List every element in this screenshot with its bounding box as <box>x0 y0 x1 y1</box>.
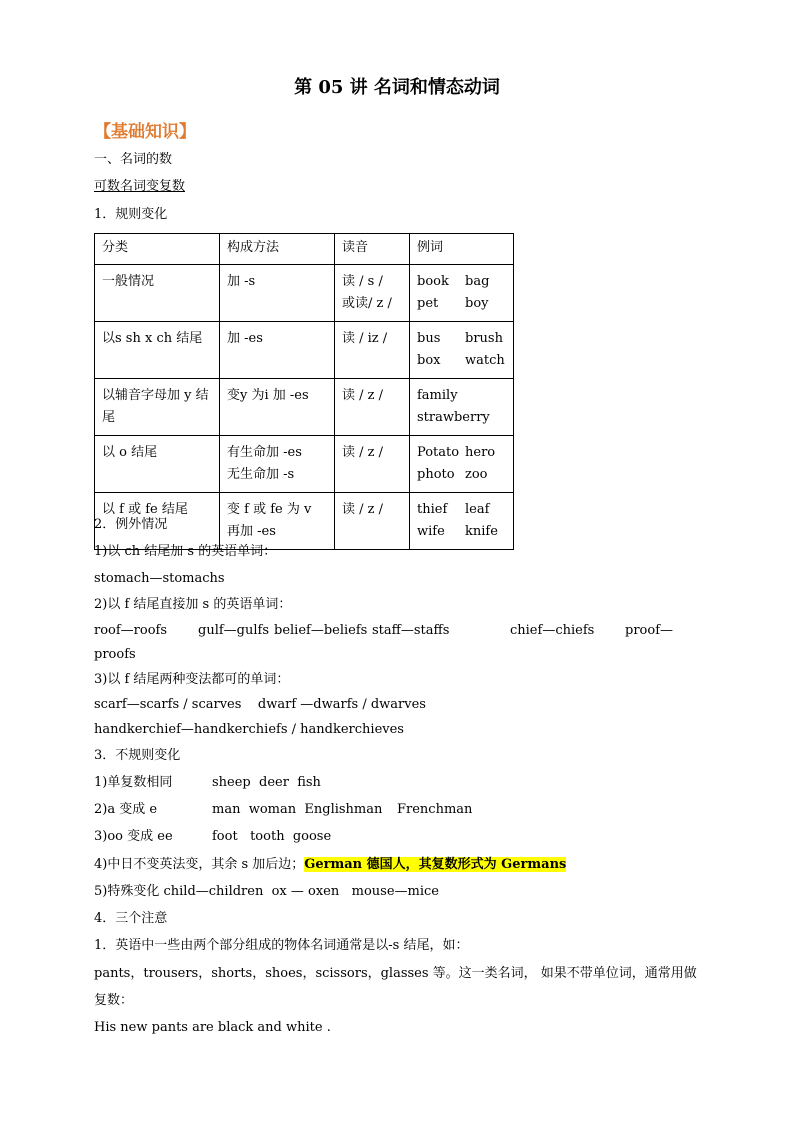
page-title: 第 05 讲 名词和情态动词 <box>294 77 500 98</box>
example-word: bus <box>417 331 441 346</box>
example-word: Potato <box>417 445 460 460</box>
example-word: pet <box>417 296 439 311</box>
category-cell: 一般情况 <box>95 265 220 322</box>
exception3-line1: scarf—scarfs / scarves dwarf —dwarfs / dwarves <box>94 697 426 712</box>
table-header-cell: 分类 <box>95 234 220 265</box>
method-cell <box>220 322 335 379</box>
examples-cell <box>410 322 514 379</box>
irregular5-line: 5)特殊变化 child—children ox — oxen mouse—mice <box>94 884 439 899</box>
sound-line: 或读/ z / <box>342 296 392 311</box>
example-word: wife <box>417 524 445 539</box>
method-cell <box>220 493 335 550</box>
exception1-label: 1)以 ch 结尾加 s 的英语单词： <box>94 544 277 559</box>
example-word: zoo <box>465 467 488 482</box>
example-word: thief <box>417 502 448 517</box>
irregular2-words: man woman Englishman <box>212 802 383 817</box>
example-word: leaf <box>465 502 490 517</box>
exception3-line2: handkerchief—handkerchiefs / handkerchieves <box>94 722 404 737</box>
method-line: 加 -s <box>227 274 256 289</box>
sound-cell <box>335 379 410 436</box>
method-cell <box>220 265 335 322</box>
sound-line: 读 / z / <box>342 445 384 460</box>
example-word: book <box>417 274 449 289</box>
examples-cell <box>410 265 514 322</box>
example-word: family <box>417 388 458 403</box>
exception2-word: roof—roofs <box>94 623 168 638</box>
sound-cell <box>335 265 410 322</box>
irregular1-words: sheep deer fish <box>212 775 321 790</box>
example-word: photo <box>417 467 455 482</box>
irregular2-label: 2)a 变成 e <box>94 802 158 817</box>
irregular1-label: 1)单复数相同 <box>94 775 173 790</box>
example-word: strawberry <box>417 410 490 425</box>
table-header-cell: 例词 <box>410 234 514 265</box>
table-row <box>95 436 514 493</box>
examples-cell <box>410 379 514 436</box>
table-header-cell: 构成方法 <box>220 234 335 265</box>
exception2-word: proof— <box>625 623 674 638</box>
sound-line: 读 / s / <box>342 274 383 289</box>
category-cell: 以 o 结尾 <box>95 436 220 493</box>
irregular2-extra: Frenchman <box>397 802 473 817</box>
note1-example: His new pants are black and white . <box>94 1020 331 1035</box>
exception2-word: staff—staffs <box>372 623 450 638</box>
method-cell <box>220 436 335 493</box>
exception1-words: stomach—stomachs <box>94 571 225 586</box>
sound-line: 读 / z / <box>342 388 384 403</box>
examples-cell <box>410 493 514 550</box>
sound-cell <box>335 436 410 493</box>
sound-cell <box>335 322 410 379</box>
irregular3-words: foot tooth goose <box>212 829 332 844</box>
table-header-row <box>95 234 514 265</box>
method-line: 无生命加 -s <box>227 467 295 482</box>
table-row <box>95 379 514 436</box>
example-word: box <box>417 353 441 368</box>
note1-line2: pants，trousers，shorts，shoes，scissors，glasses 等。这一类名词， 如果不带单位词，通常用做 <box>94 966 697 981</box>
rule4-heading: 4．三个注意 <box>94 911 168 926</box>
table-header-cell: 读音 <box>335 234 410 265</box>
note1-line3: 复数： <box>94 993 134 1008</box>
exception2-continuation: proofs <box>94 647 136 662</box>
example-word: watch <box>465 353 505 368</box>
example-word: knife <box>465 524 498 539</box>
rule3-heading: 3．不规则变化 <box>94 748 181 763</box>
example-word: bag <box>465 274 490 289</box>
exception2-word: chief—chiefs <box>510 623 595 638</box>
method-line: 再加 -es <box>227 524 276 539</box>
sound-cell <box>335 493 410 550</box>
irregular4-line <box>94 856 566 874</box>
example-word: boy <box>465 296 489 311</box>
irregular4-label: 4)中日不变英法变，其余 s 加后边； <box>94 857 305 872</box>
section-heading: 【基础知识】 <box>94 122 196 142</box>
exception2-label: 2)以 f 结尾直接加 s 的英语单词： <box>94 597 292 612</box>
exception2-word: belief—beliefs <box>274 623 368 638</box>
category-cell: 以 f 或 fe 结尾 <box>95 493 220 550</box>
rule2-heading: 2．例外情况 <box>94 517 168 532</box>
note1-line1: 1．英语中一些由两个部分组成的物体名词通常是以-s 结尾，如： <box>94 938 469 953</box>
table-row <box>95 265 514 322</box>
category-cell: 以s sh x ch 结尾 <box>95 322 220 379</box>
method-line: 有生命加 -es <box>227 445 302 460</box>
part1-heading: 一、名词的数 <box>94 152 173 167</box>
category-cell: 以辅音字母加 y 结尾 <box>95 379 220 436</box>
rule1-heading: 1．规则变化 <box>94 207 168 222</box>
plural-rules-table <box>94 233 514 550</box>
sound-line: 读 / z / <box>342 502 384 517</box>
exception2-word: gulf—gulfs <box>198 623 269 638</box>
example-word: brush <box>465 331 503 346</box>
table-row <box>95 322 514 379</box>
irregular3-label: 3)oo 变成 ee <box>94 829 173 844</box>
part1-subheading: 可数名词变复数 <box>94 179 186 194</box>
method-line: 变y 为i 加 -es <box>227 388 309 403</box>
method-line: 变 f 或 fe 为 v <box>227 502 312 517</box>
method-cell <box>220 379 335 436</box>
examples-cell <box>410 436 514 493</box>
irregular4-highlight: German 德国人，其复数形式为 Germans <box>304 857 567 872</box>
method-line: 加 -es <box>227 331 263 346</box>
exception3-label: 3)以 f 结尾两种变法都可的单词： <box>94 672 290 687</box>
sound-line: 读 / iz / <box>342 331 388 346</box>
example-word: hero <box>465 445 496 460</box>
